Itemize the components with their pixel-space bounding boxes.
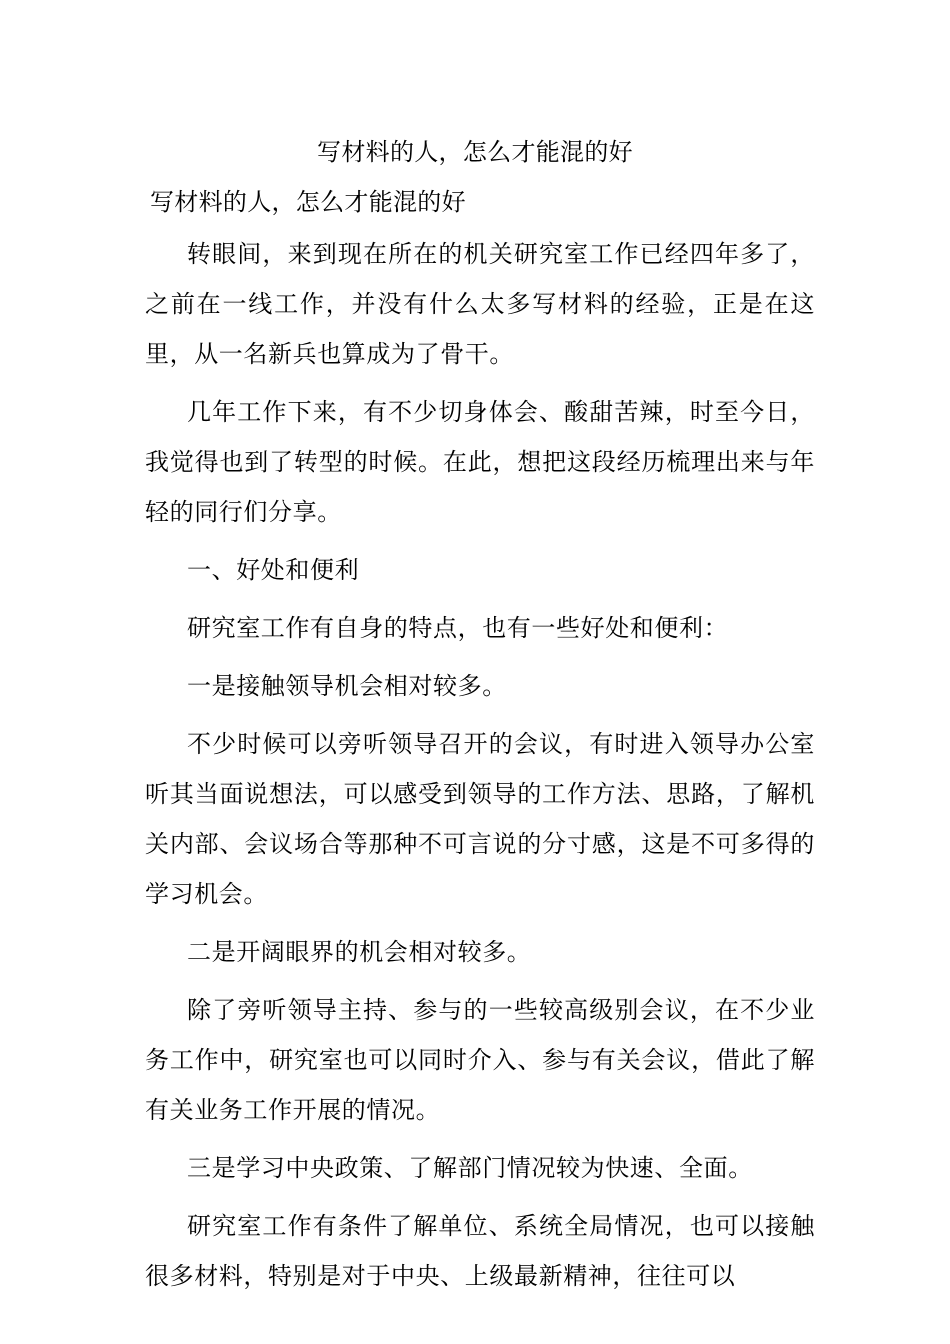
paragraph: 转眼间，来到现在所在的机关研究室工作已经四年多了，之前在一线工作，并没有什么太多写材料的经验，正是在这里，从一名新兵也算成为了骨干。: [145, 240, 815, 368]
document-subtitle: 写材料的人，怎么才能混的好: [150, 188, 466, 216]
document-title: 写材料的人，怎么才能混的好: [317, 138, 633, 166]
document-body: [145, 229, 815, 1309]
point-heading: 一是接触领导机会相对较多。: [187, 672, 507, 700]
paragraph: 几年工作下来，有不少切身体会、酸甜苦辣，时至今日，我觉得也到了转型的时候。在此，想把这段经历梳理出来与年轻的同行们分享。: [145, 398, 815, 526]
paragraph: 除了旁听领导主持、参与的一些较高级别会议，在不少业务工作中，研究室也可以同时介入、参与有关会议，借此了解有关业务工作开展的情况。: [145, 996, 815, 1124]
paragraph: 研究室工作有条件了解单位、系统全局情况，也可以接触很多材料，特别是对于中央、上级最新精神，往往可以: [145, 1212, 815, 1290]
point-heading: 三是学习中央政策、了解部门情况较为快速、全面。: [187, 1154, 753, 1182]
section-heading: 一、好处和便利: [187, 556, 360, 584]
paragraph: 不少时候可以旁听领导召开的会议，有时进入领导办公室听其当面说想法，可以感受到领导的工作方法、思路，了解机关内部、会议场合等那种不可言说的分寸感，这是不可多得的学习机会。: [145, 730, 815, 908]
paragraph: 研究室工作有自身的特点，也有一些好处和便利：: [187, 614, 729, 642]
point-heading: 二是开阔眼界的机会相对较多。: [187, 938, 532, 966]
